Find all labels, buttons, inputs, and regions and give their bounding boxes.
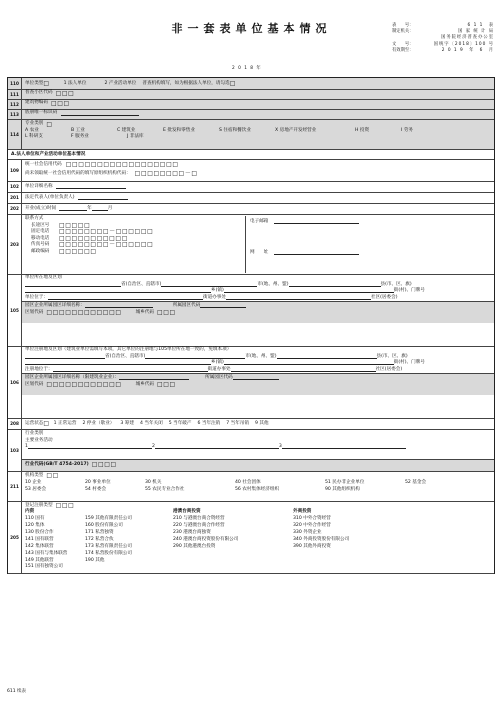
reg-type-option[interactable]: 173 私营有限责任公司 — [85, 543, 132, 549]
main-activity-label: 主要业务活动 — [25, 437, 53, 443]
meta-key: 文 号： — [392, 41, 414, 47]
status-option[interactable]: 2 停业（歇业） — [82, 420, 115, 426]
census-area-label: 普查小区代码 — [25, 90, 53, 96]
phone-label: 固定电话 — [31, 229, 50, 235]
park-code-label: 所属园区代码 — [172, 303, 201, 309]
specialty-option[interactable]: B 工业 — [71, 127, 85, 133]
website-label: 网 址 — [250, 249, 269, 255]
reg-type-option[interactable]: 142 集体联营 — [25, 543, 54, 549]
row-211 — [8, 472, 494, 502]
footer-note: 611 续表 — [7, 689, 27, 694]
org-type-option[interactable]: 55 农民专业合作社 — [145, 487, 185, 493]
reg-park-name-field[interactable] — [119, 375, 189, 380]
reg-type-option[interactable]: 110 国有 — [25, 516, 45, 522]
credit-code-label: 统一社会信用代码 — [25, 162, 62, 168]
operating-status-label: 运营状态 — [25, 420, 44, 426]
unit-type-box[interactable]: □ — [43, 79, 50, 87]
reg-type-option[interactable]: 330 外资企业 — [293, 529, 322, 535]
status-option[interactable]: 4 当年关闭 — [139, 420, 163, 426]
unit-name-label: 单位详细名称 — [25, 183, 53, 189]
county-field[interactable] — [289, 282, 381, 287]
row-code: 103 — [8, 430, 22, 471]
meta-key: 表 号： — [392, 23, 414, 28]
specialty-box[interactable]: □ — [46, 120, 53, 128]
org-type-option[interactable]: 53 居委会 — [25, 487, 47, 493]
county-unit: 县(市、区、旗) — [380, 281, 412, 287]
row-code: 105 — [8, 275, 22, 346]
year-unit: 年 — [87, 205, 92, 211]
row-105 — [8, 275, 494, 347]
activity-1-field[interactable] — [28, 444, 152, 449]
registered-at-label: 注册地位于： — [25, 366, 53, 372]
row-106 — [8, 347, 494, 419]
unit-type-note: 普查机构填写，如为根据法人单位，请勾选 — [142, 80, 230, 86]
reg-type-option[interactable]: 310 中外合资经营 — [293, 516, 331, 522]
community-field[interactable] — [226, 295, 371, 300]
org-type-boxes[interactable]: □□ — [46, 472, 59, 480]
urban-rural-boxes[interactable]: □□□ — [157, 308, 176, 316]
fax-label: 传真号码 — [31, 242, 50, 248]
opening-year-field[interactable] — [59, 206, 87, 211]
foreign-heading: 外商投资 — [293, 509, 312, 515]
section-a-heading: A.法人单位和产业活动单位基本情况 — [8, 150, 494, 160]
meta-key: 制定机关： — [392, 29, 414, 35]
row-code: 106 — [8, 347, 22, 418]
row-110 — [8, 78, 494, 90]
unit-type-opt1[interactable]: 1 法人单位 — [63, 80, 87, 86]
unit-type-label: 单位类型 — [25, 80, 44, 86]
specialty-option[interactable]: L 科研支 — [25, 134, 43, 139]
hk-mo-tw-heading: 港澳台商投资 — [173, 509, 201, 515]
reg-zone-code-boxes[interactable]: □□□□□□□□□□□□ — [46, 380, 122, 388]
township-unit: 乡(镇) — [211, 288, 224, 294]
reg-type-option[interactable]: 143 国有与集体联营 — [25, 550, 68, 556]
census-area-boxes[interactable]: □□□ — [55, 89, 75, 97]
reg-type-option[interactable]: 171 私营独资 — [85, 529, 114, 535]
row-code: 201 — [8, 193, 22, 203]
reg-type-option[interactable]: 390 其他外商投资 — [293, 543, 331, 549]
reg-province-unit: 省(自治区、直辖市) — [105, 353, 146, 359]
unique-id-label: 底册唯一标识码 — [25, 110, 58, 116]
status-option[interactable]: 1 正常运营 — [53, 420, 77, 426]
reg-county-unit: 县(市、区、旗) — [376, 353, 408, 359]
reg-type-option[interactable]: 149 其他联营 — [25, 557, 54, 563]
reg-type-option[interactable]: 340 外商投资股份有限公司 — [293, 536, 350, 542]
reg-type-option[interactable]: 210 与港澳台商合资经营 — [173, 516, 225, 522]
reg-type-option[interactable]: 159 其他有限责任公司 — [85, 516, 132, 522]
row-113 — [8, 110, 494, 120]
province-field[interactable] — [25, 282, 121, 287]
specialty-option[interactable]: H 投资 — [355, 127, 370, 133]
domestic-heading: 内资 — [25, 509, 35, 515]
reg-type-option[interactable]: 141 国有联营 — [25, 536, 54, 542]
reg-community-field[interactable] — [231, 367, 376, 372]
reg-county-field[interactable] — [277, 354, 377, 359]
specialty-option[interactable]: A 农业 — [25, 127, 39, 133]
urban-rural-label: 城乡代码 — [135, 309, 155, 315]
reg-type-option[interactable]: 120 集体 — [25, 523, 45, 529]
reg-type-option[interactable]: 190 其他 — [85, 557, 105, 563]
row-code: 211 — [8, 472, 22, 501]
postcode-label: 邮政编码 — [31, 248, 50, 254]
mobile-label: 移动电话 — [31, 235, 50, 241]
unit-type-check-box[interactable]: □ — [229, 79, 236, 87]
meta-value: 国统字〔2018〕100 号 — [433, 41, 494, 47]
area-code-label: 长途区号 — [31, 222, 50, 228]
unit-name-field[interactable] — [56, 184, 126, 189]
row-201 — [8, 193, 494, 204]
status-option[interactable]: 9 其他 — [255, 420, 269, 426]
specialty-option[interactable]: X 房地产开发经营业 — [275, 127, 317, 133]
row-code: 114 — [8, 120, 22, 149]
street-field[interactable] — [224, 288, 394, 293]
contact-label: 联系方式 — [25, 216, 44, 222]
row-code: 111 — [8, 90, 22, 99]
status-option[interactable]: 7 当年吊销 — [226, 420, 250, 426]
meta-key: 有效期至： — [392, 47, 414, 53]
meta-value: 6 1 1 表 — [467, 23, 494, 28]
row-code: 112 — [8, 100, 22, 109]
reg-type-option[interactable]: 290 其他港澳台投资 — [173, 543, 216, 549]
org-type-option[interactable]: 56 农村集体经济组织 — [235, 487, 280, 493]
township-field[interactable] — [25, 288, 211, 293]
reg-type-option[interactable]: 174 私营股份有限公司 — [85, 550, 132, 556]
report-year: 2 0 1 8 年 — [232, 66, 262, 71]
email-label: 电子邮箱 — [250, 219, 269, 225]
specialty-option[interactable]: F 服务业 — [71, 134, 89, 139]
form-title: 非一套表单位基本情况 — [171, 22, 332, 35]
building-code-boxes[interactable]: □□□ — [50, 99, 70, 107]
org-type-option[interactable]: 54 村委会 — [85, 487, 107, 493]
reg-park-code-label: 所属园区代码 — [205, 375, 233, 381]
reg-township-unit: 乡(镇) — [211, 360, 224, 366]
province-unit: 省(自治区、直辖市) — [121, 281, 162, 287]
subdistrict-field[interactable] — [48, 295, 203, 300]
org-type-option[interactable]: 90 其他组织机构 — [325, 487, 360, 493]
org-type-option[interactable]: 30 机关 — [145, 480, 162, 486]
location-label: 单位所在地及区划 — [25, 275, 62, 281]
row-109 — [8, 160, 494, 182]
meta-value: 国务院经济普查办公室 — [441, 35, 494, 41]
phone-boxes[interactable]: □□□□□□□□－□□□□□□ — [59, 228, 154, 236]
specialty-option[interactable]: I 劳务 — [401, 127, 414, 133]
city-field[interactable] — [161, 282, 257, 287]
unique-id-field[interactable] — [61, 111, 139, 116]
row-code: 113 — [8, 110, 22, 119]
form-table — [7, 77, 495, 574]
postcode-boxes[interactable]: □□□□□□ — [59, 247, 97, 255]
street-unit: 街(村)、门牌号 — [393, 288, 425, 294]
reg-type-option[interactable]: 220 与港澳台商合作经营 — [173, 523, 225, 529]
registered-location-label: 单位注册地及区划（建筑业单位需填写本项，其它单位的注册地与105单位所在地一致的，免填本项） — [25, 347, 232, 353]
reg-subdistrict-unit: 街道办事处 — [207, 366, 231, 372]
activity-3-field[interactable] — [282, 444, 406, 449]
org-type-option[interactable]: 10 企业 — [25, 480, 42, 486]
reg-urban-rural-boxes[interactable]: □□□ — [157, 380, 176, 388]
activity-index: 2 — [151, 444, 155, 450]
org-type-option[interactable]: 52 基金会 — [405, 480, 427, 486]
industry-label: 行业类别 — [25, 431, 44, 437]
park-name-field[interactable] — [85, 303, 153, 308]
activity-2-field[interactable] — [155, 444, 279, 449]
form-meta — [392, 23, 494, 54]
row-114 — [8, 120, 494, 150]
row-code: 102 — [8, 182, 22, 192]
status-option[interactable]: 3 筹建 — [120, 420, 134, 426]
zone-code-label: 区划代码 — [25, 309, 44, 315]
row-202 — [8, 204, 494, 215]
fax-boxes[interactable]: □□□□□□□□－□□□□□□ — [59, 241, 154, 249]
row-code: 205 — [8, 502, 22, 573]
specialty-option[interactable]: C 建筑业 — [117, 127, 136, 133]
opening-month-field[interactable] — [92, 206, 108, 211]
reg-community-unit: 社区(居委会) — [375, 366, 403, 372]
reg-park-code-field[interactable] — [233, 375, 279, 380]
industry-code-boxes[interactable]: □□□□ — [91, 461, 117, 469]
org-type-label: 机构类型 — [25, 473, 44, 479]
reg-type-option[interactable]: 230 港澳台商独资 — [173, 529, 211, 535]
row-code: 109 — [8, 160, 22, 181]
org-code-label: 尚未领取统一社会信用代码的填写原组织机构代码： — [25, 171, 131, 177]
meta-value: 国 家 统 计 局 — [458, 29, 494, 35]
org-type-option[interactable]: 51 民办非企业单位 — [325, 480, 365, 486]
specialty-option[interactable]: J 非法库 — [127, 134, 144, 139]
reg-township-field[interactable] — [25, 360, 211, 365]
row-205 — [8, 502, 494, 574]
row-203 — [8, 215, 494, 275]
org-type-option[interactable]: 20 事业单位 — [85, 480, 111, 486]
legal-rep-label: 法定代表人(单位负责人) — [25, 194, 75, 200]
row-112 — [8, 100, 494, 110]
building-code-label: 建筑物编码 — [25, 100, 48, 106]
org-type-option[interactable]: 40 社会团体 — [235, 480, 261, 486]
row-code: 202 — [8, 204, 22, 214]
status-option[interactable]: 6 当年注销 — [197, 420, 221, 426]
row-code: 208 — [8, 419, 22, 429]
reg-street-unit: 街(村)、门牌号 — [393, 360, 425, 366]
area-code-boxes[interactable]: □□□□□ — [59, 221, 91, 229]
specialty-option[interactable]: S 住宿和餐饮业 — [219, 127, 251, 133]
reg-type-label: 登记注册类型 — [25, 503, 53, 509]
row-code: 110 — [8, 78, 22, 89]
reg-type-boxes[interactable]: □□□ — [55, 502, 75, 510]
website-field[interactable] — [274, 250, 359, 255]
row-102 — [8, 182, 494, 193]
reg-type-option[interactable]: 240 港澳台商投资股份有限公司 — [173, 536, 239, 542]
reg-subdistrict-field[interactable] — [53, 367, 208, 372]
park-code-field[interactable] — [200, 303, 246, 308]
month-unit: 月 — [107, 205, 113, 211]
activity-index: 3 — [278, 444, 282, 450]
reg-city-unit: 市(地、州、盟) — [245, 353, 277, 359]
reg-street-field[interactable] — [224, 360, 394, 365]
reg-zone-code-label: 区划代码 — [25, 381, 44, 387]
reg-type-option[interactable]: 172 私营合伙 — [85, 536, 114, 542]
located-at-label: 单位位于： — [25, 294, 48, 300]
reg-type-option[interactable]: 151 国有独资公司 — [25, 564, 63, 570]
opening-date-label: 开业(成立)时间 — [25, 205, 57, 211]
community-unit: 社区(居委会) — [370, 294, 398, 300]
org-code-boxes[interactable]: □□□□□□□□－□ — [134, 170, 198, 178]
reg-type-option[interactable]: 320 中外合作经营 — [293, 523, 331, 529]
reg-park-name-label: 园区企业所属园区详细名称（限建筑业企业）： — [25, 375, 120, 381]
industry-code-label: 行业代码(GB/T 4754-2017) — [25, 462, 89, 468]
email-field[interactable] — [274, 219, 359, 224]
city-unit: 市(地、州、盟) — [257, 281, 289, 287]
row-103 — [8, 430, 494, 472]
row-208 — [8, 419, 494, 430]
reg-province-field[interactable] — [25, 354, 105, 359]
reg-city-field[interactable] — [145, 354, 245, 359]
meta-value: 2 0 1 9 年 6 月 — [441, 47, 494, 53]
unit-type-opt2[interactable]: 2 产业活动单位 — [104, 80, 137, 86]
reg-type-option[interactable]: 130 股份合作 — [25, 529, 54, 535]
zone-code-boxes[interactable]: □□□□□□□□□□□□ — [46, 308, 122, 316]
specialty-option[interactable]: E 批发和零售业 — [163, 127, 195, 133]
park-name-label: 园区企业所属园区详细名称： — [25, 303, 85, 309]
reg-type-option[interactable]: 160 股份有限公司 — [85, 523, 123, 529]
mobile-boxes[interactable]: □□□□□□□□□□□ — [59, 234, 128, 242]
operating-status-box[interactable]: □ — [43, 419, 50, 427]
status-option[interactable]: 5 当年破产 — [168, 420, 192, 426]
specialty-label: 专业类别 — [25, 121, 44, 127]
activity-index: 1 — [25, 444, 28, 450]
credit-code-boxes[interactable]: □□□□□□□□□□□□□□□□□□ — [65, 161, 179, 169]
subdistrict-unit: 街道办事处 — [202, 294, 226, 300]
row-111 — [8, 90, 494, 100]
legal-rep-field[interactable] — [78, 195, 128, 200]
row-code: 203 — [8, 215, 22, 274]
reg-urban-rural-label: 城乡代码 — [135, 381, 155, 387]
